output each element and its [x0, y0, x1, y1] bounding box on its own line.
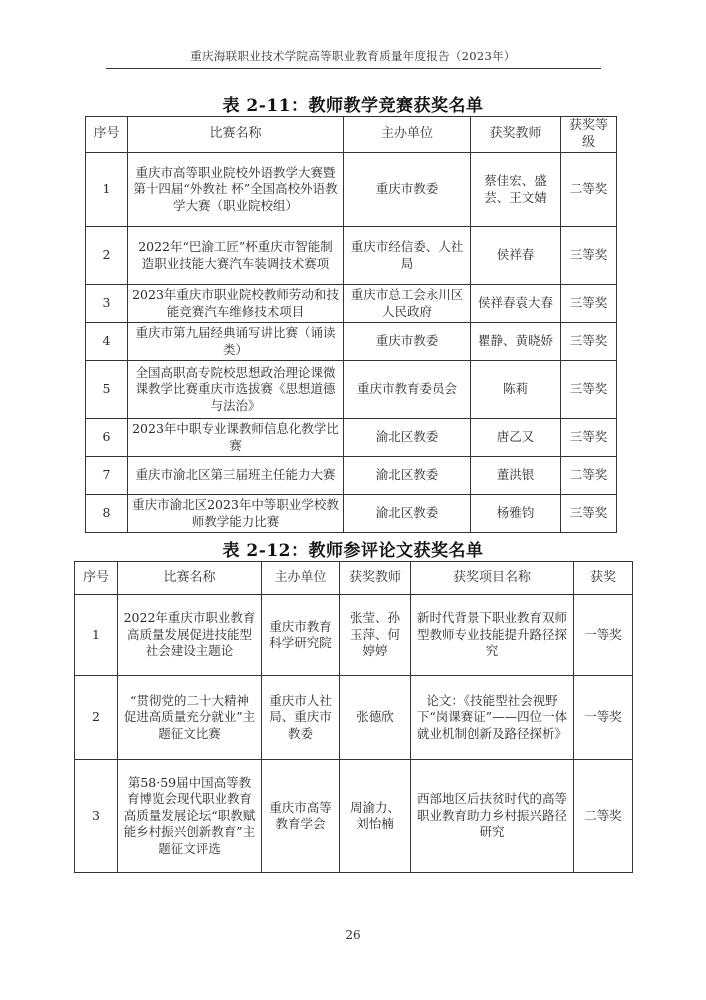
row-teacher: 张莹、孙玉萍、何婷婷	[340, 595, 411, 676]
row-competition: “贯彻党的二十大精神 促进高质量充分就业”主题征文比赛	[118, 676, 262, 760]
row-index: 3	[86, 285, 128, 323]
row-index: 2	[86, 227, 128, 285]
row-index: 7	[86, 457, 128, 495]
row-competition: 重庆市第九届经典诵写讲比赛（诵读类）	[128, 323, 344, 361]
table-row	[75, 676, 633, 760]
header-teacher: 获奖教师	[471, 117, 561, 153]
row-teacher: 蔡佳宏、盛芸、王文婧	[471, 153, 561, 227]
table-row	[75, 595, 633, 676]
row-teacher: 董洪银	[471, 457, 561, 495]
table1-header-row	[86, 117, 617, 153]
row-project: 新时代背景下职业教育双师型教师专业技能提升路径探究	[411, 595, 574, 676]
table-row	[86, 419, 617, 457]
row-award: 一等奖	[574, 595, 633, 676]
header-rule	[106, 68, 601, 69]
header-index: 序号	[86, 117, 128, 153]
row-index: 2	[75, 676, 118, 760]
table-row	[86, 227, 617, 285]
row-organizer: 渝北区教委	[344, 419, 471, 457]
row-organizer: 重庆市教委	[344, 323, 471, 361]
table-row	[86, 495, 617, 533]
row-award: 二等奖	[561, 153, 617, 227]
row-index: 5	[86, 361, 128, 419]
table2-caption: 表 2-12：教师参评论文获奖名单	[222, 541, 484, 561]
row-award: 三等奖	[561, 419, 617, 457]
row-index: 1	[86, 153, 128, 227]
row-award: 三等奖	[561, 495, 617, 533]
header-organizer: 主办单位	[344, 117, 471, 153]
row-competition: 全国高职高专院校思想政治理论课微课教学比赛重庆市选拔赛《思想道德与法治》	[128, 361, 344, 419]
paper-awards-table	[74, 561, 633, 873]
page-number: 26	[345, 928, 361, 942]
table-row	[86, 361, 617, 419]
table-row	[75, 760, 633, 873]
row-index: 6	[86, 419, 128, 457]
table2-header-row	[75, 562, 633, 595]
row-award: 二等奖	[561, 457, 617, 495]
row-award: 二等奖	[574, 760, 633, 873]
row-index: 4	[86, 323, 128, 361]
row-project: 论文：《技能型社会视野下“岗课赛证”——四位一体就业机制创新及路径探析》	[411, 676, 574, 760]
header-competition: 比赛名称	[118, 562, 262, 595]
header-teacher: 获奖教师	[340, 562, 411, 595]
row-organizer: 重庆市教育科学研究院	[262, 595, 340, 676]
row-teacher: 陈莉	[471, 361, 561, 419]
row-teacher: 张德欣	[340, 676, 411, 760]
row-award: 三等奖	[561, 323, 617, 361]
page-header: 重庆海联职业技术学院高等职业教育质量年度报告（2023年）	[190, 49, 516, 63]
competition-awards-table	[85, 116, 617, 533]
row-teacher: 杨雅钧	[471, 495, 561, 533]
row-competition: 2022年“巴渝工匠”杯重庆市智能制造职业技能大赛汽车装调技术赛项	[128, 227, 344, 285]
row-competition: 第58·59届中国高等教育博览会现代职业教育高质量发展论坛“职教赋能乡村振兴创新教育”主题征文评选	[118, 760, 262, 873]
row-competition: 重庆市渝北区2023年中等职业学校教师教学能力比赛	[128, 495, 344, 533]
row-competition: 重庆市高等职业院校外语教学大赛暨第十四届“外教社 杯”全国高校外语教学大赛（职业院校组）	[128, 153, 344, 227]
row-competition: 2022年重庆市职业教育高质量发展促进技能型社会建设主题论	[118, 595, 262, 676]
header-project: 获奖项目名称	[411, 562, 574, 595]
table1-caption: 表 2-11：教师教学竞赛获奖名单	[222, 96, 484, 116]
row-competition: 2023年重庆市职业院校教师劳动和技能竞赛汽车维修技术项目	[128, 285, 344, 323]
row-organizer: 重庆市教委	[344, 153, 471, 227]
row-organizer: 渝北区教委	[344, 495, 471, 533]
row-award: 三等奖	[561, 361, 617, 419]
row-organizer: 重庆市经信委、人社局	[344, 227, 471, 285]
row-award: 三等奖	[561, 227, 617, 285]
header-organizer: 主办单位	[262, 562, 340, 595]
row-project: 西部地区后扶贫时代的高等职业教育助力乡村振兴路径研究	[411, 760, 574, 873]
row-organizer: 重庆市人社局、重庆市教委	[262, 676, 340, 760]
row-competition: 2023年中职专业课教师信息化教学比赛	[128, 419, 344, 457]
row-teacher: 侯祥春	[471, 227, 561, 285]
row-competition: 重庆市渝北区第三届班主任能力大赛	[128, 457, 344, 495]
row-organizer: 渝北区教委	[344, 457, 471, 495]
header-index: 序号	[75, 562, 118, 595]
row-teacher: 瞿静、黄晓娇	[471, 323, 561, 361]
row-award: 三等奖	[561, 285, 617, 323]
row-organizer: 重庆市高等教育学会	[262, 760, 340, 873]
row-teacher: 唐乙又	[471, 419, 561, 457]
header-competition: 比赛名称	[128, 117, 344, 153]
table-row	[86, 457, 617, 495]
row-award: 一等奖	[574, 676, 633, 760]
header-award: 获奖	[574, 562, 633, 595]
row-teacher: 侯祥春袁大春	[471, 285, 561, 323]
row-organizer: 重庆市总工会永川区人民政府	[344, 285, 471, 323]
table-row	[86, 323, 617, 361]
row-index: 3	[75, 760, 118, 873]
table-row	[86, 285, 617, 323]
row-teacher: 周渝力、刘怡楠	[340, 760, 411, 873]
row-index: 8	[86, 495, 128, 533]
row-organizer: 重庆市教育委员会	[344, 361, 471, 419]
table-row	[86, 153, 617, 227]
row-index: 1	[75, 595, 118, 676]
header-award: 获奖等级	[561, 117, 617, 153]
